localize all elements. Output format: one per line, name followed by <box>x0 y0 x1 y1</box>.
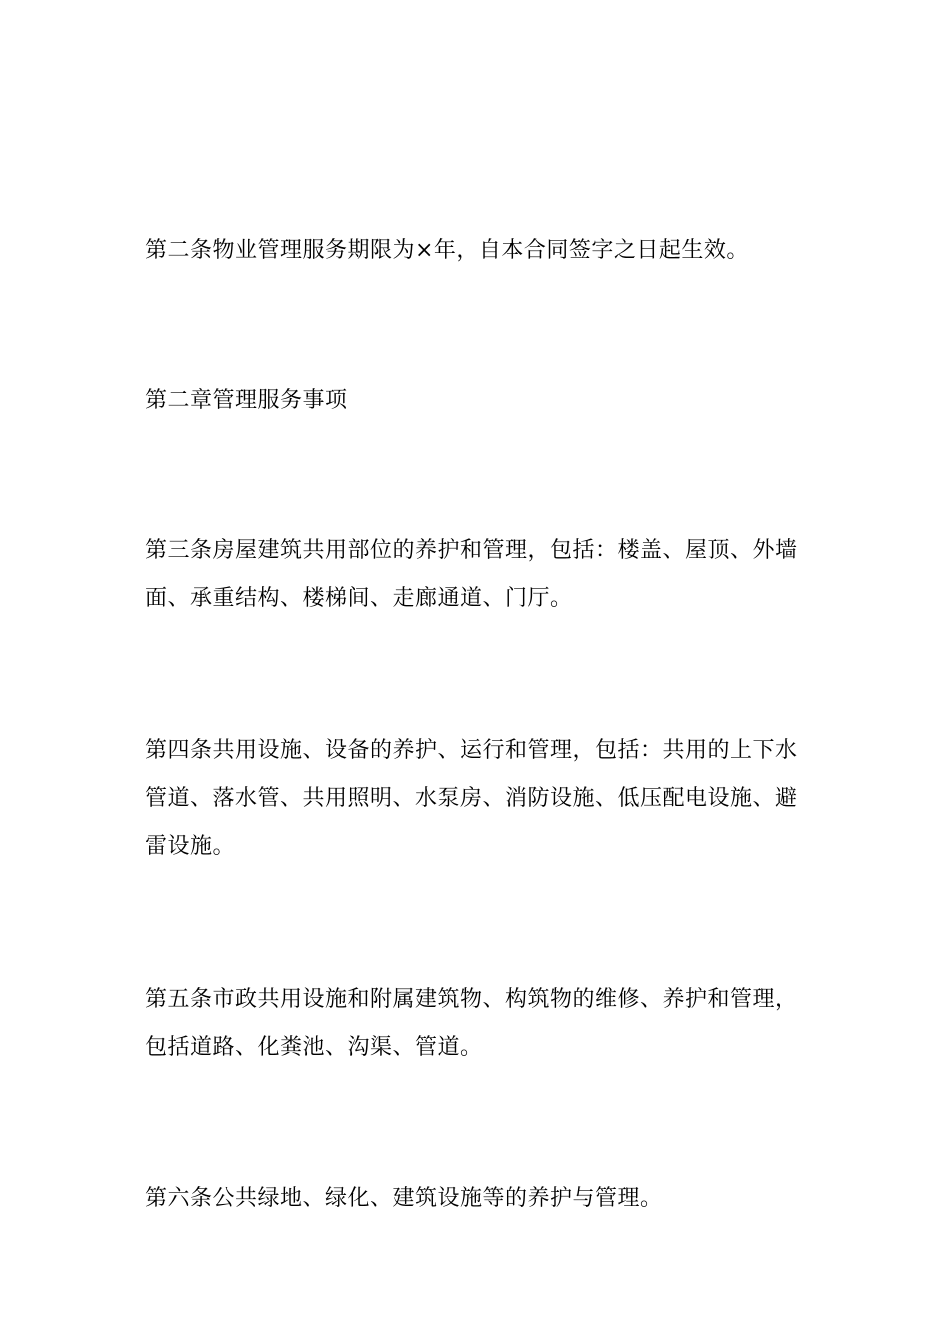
paragraph-line: 管道、落水管、共用照明、水泵房、消防设施、低压配电设施、避 <box>145 786 798 811</box>
chapter-2-heading <box>145 377 810 425</box>
article-4-paragraph <box>145 727 810 871</box>
article-6-paragraph <box>145 1175 810 1223</box>
paragraph-line: 第二条物业管理服务期限为×年，自本合同签字之日起生效。 <box>145 238 749 263</box>
paragraph-line: 面、承重结构、楼梯间、走廊通道、门厅。 <box>145 586 573 611</box>
paragraph-line: 第四条共用设施、设备的养护、运行和管理，包括：共用的上下水 <box>145 738 798 763</box>
paragraph-line: 第二章管理服务事项 <box>145 388 348 413</box>
article-5-paragraph <box>145 976 810 1072</box>
paragraph-line: 包括道路、化粪池、沟渠、管道。 <box>145 1035 483 1060</box>
paragraph-line: 第六条公共绿地、绿化、建筑设施等的养护与管理。 <box>145 1186 663 1211</box>
article-3-paragraph <box>145 527 810 623</box>
paragraph-line: 第五条市政共用设施和附属建筑物、构筑物的维修、养护和管理， <box>145 987 798 1012</box>
paragraph-line: 雷设施。 <box>145 834 236 859</box>
article-2-paragraph <box>145 227 810 275</box>
paragraph-line: 第三条房屋建筑共用部位的养护和管理，包括：楼盖、屋顶、外墙 <box>145 538 798 563</box>
